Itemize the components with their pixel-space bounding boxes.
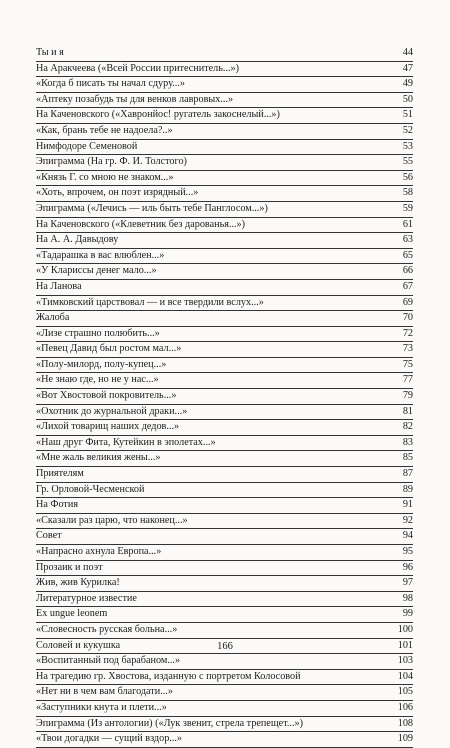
toc-entry-title: На трагедию гр. Хвостова, изданную с портретом Колосовой [36, 670, 301, 682]
toc-entry-title: «Певец Давид был ростом мал...» [36, 343, 182, 355]
toc-entry-title: «Лихой товарищ наших дедов...» [36, 421, 180, 433]
toc-entry-page: 55 [402, 156, 413, 168]
toc-entry-page: 105 [397, 686, 413, 698]
toc-entry [36, 451, 413, 467]
toc-entry-title: Ты и я [36, 47, 64, 58]
toc-entry-title: Гр. Орловой-Чесменской [36, 483, 145, 495]
toc-entry [36, 685, 413, 701]
toc-entry [36, 202, 413, 218]
toc-entry [36, 592, 413, 608]
toc-entry-page: 44 [402, 47, 413, 58]
toc-entry [36, 607, 413, 623]
toc-entry-page: 104 [397, 670, 413, 682]
toc-entry-page: 83 [402, 436, 413, 448]
toc-entry-title: Эпиграмма («Лечись — иль быть тебе Панглосом...») [36, 202, 268, 214]
toc-entry [36, 296, 413, 312]
toc-entry-page: 94 [402, 530, 413, 542]
toc-entry [36, 420, 413, 436]
toc-entry-page: 53 [402, 140, 413, 152]
toc-entry-page: 56 [402, 171, 413, 183]
toc-entry-page: 99 [402, 608, 413, 620]
toc-entry-title: Совет [36, 530, 62, 542]
toc-entry-page: 97 [402, 577, 413, 589]
toc-entry-page: 91 [402, 499, 413, 511]
toc-entry [36, 218, 413, 234]
toc-entry-title: На Каченовского («Хавронйос! ругатель закоснелый...») [36, 109, 280, 121]
toc-entry [36, 467, 413, 483]
toc-entry [36, 732, 413, 748]
toc-entry [36, 514, 413, 530]
toc-entry-title: Жалоба [36, 312, 70, 324]
toc-entry-title: Прозаик и поэт [36, 561, 103, 573]
toc-entry-title: «Сказали раз царю, что наконец...» [36, 514, 188, 526]
toc-entry-title: На Каченовского («Клеветник без дарованья...») [36, 218, 246, 230]
toc-entry-title: Нимфодоре Семеновой [36, 140, 138, 152]
toc-entry [36, 576, 413, 592]
toc-entry-page: 85 [402, 452, 413, 464]
toc-entry [36, 436, 413, 452]
toc-entry-page: 101 [397, 639, 413, 651]
toc-entry [36, 342, 413, 358]
toc-entry-title: «Тадарашка в вас влюблен...» [36, 249, 165, 261]
toc-entry-title: Приятелям [36, 468, 84, 480]
toc-entry-page: 49 [402, 78, 413, 90]
toc-entry-title: «Мне жаль великия жены...» [36, 452, 161, 464]
toc-entry-title: «Как, брань тебе не надоела?..» [36, 124, 173, 136]
toc-entry-page: 100 [397, 623, 413, 635]
toc-entry [36, 717, 413, 733]
toc-entry-title: «У Клариссы денег мало...» [36, 265, 157, 277]
toc-entry-page: 59 [402, 202, 413, 214]
toc-entry [36, 171, 413, 187]
toc-entry-page: 98 [402, 592, 413, 604]
toc-entry-title: «Вот Хвостовой покровитель...» [36, 390, 177, 402]
toc-entry-page: 103 [397, 655, 413, 667]
toc-entry [36, 46, 413, 62]
toc-entry-page: 47 [402, 62, 413, 74]
toc-entry [36, 62, 413, 78]
toc-entry [36, 623, 413, 639]
toc-entry-title: «Нет ни в чем вам благодати...» [36, 686, 173, 698]
toc-entry-title: На Аракчеева («Всей России притеснитель...») [36, 62, 240, 74]
toc-entry-title: На Фотия [36, 499, 79, 511]
toc-entry-page: 87 [402, 468, 413, 480]
toc-entry-title: «Лизе страшно полюбить...» [36, 327, 160, 339]
toc-entry [36, 77, 413, 93]
toc-entry [36, 233, 413, 249]
toc-entry [36, 249, 413, 265]
toc-entry-page: 81 [402, 405, 413, 417]
toc-entry-title: Литературное известие [36, 592, 137, 604]
toc-entry-title: «Воспитанный под барабаном...» [36, 655, 181, 667]
toc-entry-title: «Твои догадки — сущий вздор...» [36, 733, 183, 745]
toc-entry [36, 140, 413, 156]
toc-entry [36, 358, 413, 374]
toc-entry-title: «Князь Г. со мною не знаком...» [36, 171, 174, 183]
toc-entry [36, 186, 413, 202]
toc-entry-title: «Словесность русская больна...» [36, 623, 178, 635]
toc-entry-page: 61 [402, 218, 413, 230]
toc-entry-title: «Напрасно ахнула Европа...» [36, 546, 162, 557]
toc-entry-page: 63 [402, 234, 413, 246]
toc-entry-title: Соловей и кукушка [36, 639, 121, 651]
toc-entry [36, 155, 413, 171]
toc-entry-page: 65 [402, 249, 413, 261]
toc-entry-page: 52 [402, 124, 413, 136]
toc-entry-title: «Тимковский царствовал — и все твердили вслух...» [36, 296, 264, 308]
toc-entry-page: 67 [402, 280, 413, 292]
page-number: 166 [217, 641, 233, 652]
toc-entry-title: Жив, жив Курилка! [36, 577, 120, 589]
toc-entry-title: «Не знаю где, но не у нас...» [36, 374, 159, 386]
toc-entry [36, 373, 413, 389]
toc-entry [36, 561, 413, 577]
toc-entry [36, 670, 413, 686]
toc-entry-page: 73 [402, 343, 413, 355]
toc-entry [36, 124, 413, 140]
toc-entry-page: 79 [402, 390, 413, 402]
toc-entry [36, 327, 413, 343]
toc-entry-page: 77 [402, 374, 413, 386]
toc-entry [36, 264, 413, 280]
toc-entry-title: «Наш друг Фита, Кутейкин в эполетах...» [36, 436, 216, 448]
toc-entry-title: «Охотник до журнальной драки...» [36, 405, 188, 417]
toc-entry [36, 498, 413, 514]
toc-entry-page: 109 [397, 733, 413, 745]
toc-entry-title: Эпиграмма (Из антологии) («Лук звенит, стрела трепещет...») [36, 717, 304, 729]
toc-entry-title: «Заступники кнута и плети...» [36, 701, 167, 713]
toc-entry-page: 58 [402, 187, 413, 199]
toc-entry-page: 66 [402, 265, 413, 277]
toc-entry-page: 96 [402, 561, 413, 573]
toc-entry-title: Ex ungue leonem [36, 608, 108, 620]
toc-entry [36, 529, 413, 545]
toc-entry-title: «Полу-милорд, полу-купец...» [36, 358, 167, 370]
toc-entry-page: 82 [402, 421, 413, 433]
toc-entry-title: «Когда б писать ты начал сдуру...» [36, 78, 185, 90]
toc-entry [36, 701, 413, 717]
toc-entry-page: 70 [402, 312, 413, 324]
toc-entry-page: 69 [402, 296, 413, 308]
toc-entry [36, 483, 413, 499]
toc-entry-page: 75 [402, 358, 413, 370]
toc-entry [36, 311, 413, 327]
toc-entry-page: 50 [402, 93, 413, 105]
toc-entry-title: «Аптеку позабудь ты для венков лавровых...» [36, 93, 234, 105]
toc-entry-page: 51 [402, 109, 413, 121]
toc-entry [36, 280, 413, 296]
toc-entry [36, 654, 413, 670]
toc-entry-title: На А. А. Давыдову [36, 234, 119, 246]
toc-entry-page: 92 [402, 514, 413, 526]
toc-entry-title: «Хоть, впрочем, он поэт изрядный...» [36, 187, 199, 199]
toc-entry-page: 95 [402, 546, 413, 557]
toc-entry-page: 106 [397, 701, 413, 713]
toc-entry [36, 93, 413, 109]
toc-entry [36, 545, 413, 561]
toc-entry-page: 89 [402, 483, 413, 495]
toc-entry-page: 72 [402, 327, 413, 339]
toc-entry [36, 405, 413, 421]
toc-entry [36, 108, 413, 124]
toc-entry-title: Эпиграмма (На гр. Ф. И. Толстого) [36, 156, 187, 168]
toc-entry-title: На Ланова [36, 280, 82, 292]
toc-entry [36, 389, 413, 405]
toc-entry-page: 108 [397, 717, 413, 729]
